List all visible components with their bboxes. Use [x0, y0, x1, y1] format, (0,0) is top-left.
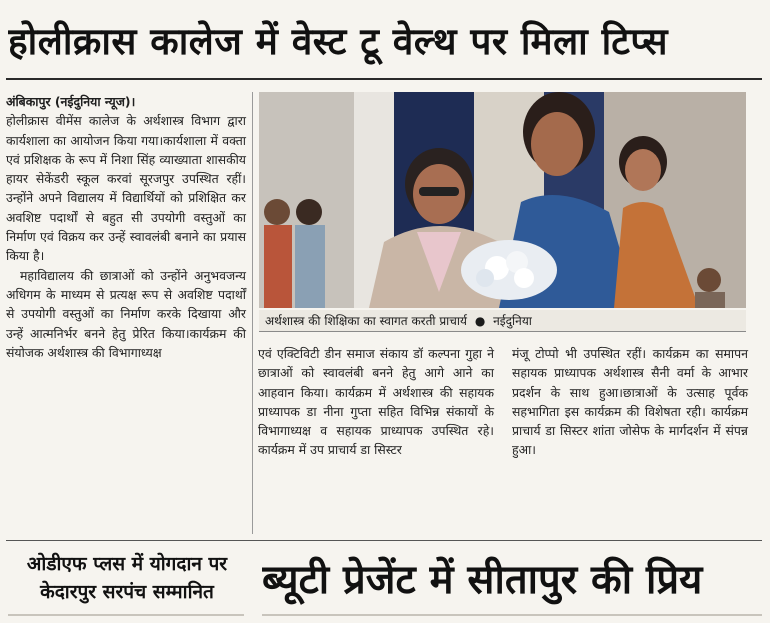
- caption-credit: नईदुनिया: [493, 314, 532, 328]
- text-stub-left: [8, 614, 244, 616]
- secondary-headline-line-1: ओडीएफ प्लस में योगदान पर: [26, 553, 228, 575]
- article-column-2: एवं एक्टिविटी डीन समाज संकाय डॉ कल्पना गुहा ने छात्राओं को स्वावलंबी बनने हेतु आगे आने का आहवान किया। कार्यक्रम में अर्थशास्त्र की सहायक प्राध्यापक डा नीना गुप्ता सहित विभिन्न संकायों के विभागाध्यक्ष व सहायक प्राध्यापक उपस्थित रहे।कार्यक्रम में उप प्राचार्य डा सिस्टर: [258, 346, 494, 458]
- bullet-icon: ●: [474, 314, 486, 328]
- article-paragraph-1: [6, 92, 246, 266]
- secondary-headline-left: [8, 550, 246, 606]
- article-column-1: [6, 92, 246, 362]
- article-headline: होलीक्रास कालेज में वेस्ट टू वेल्थ पर मिला टिप्स: [8, 20, 668, 63]
- dateline: अंबिकापुर (नईदुनिया न्यूज)।: [6, 94, 136, 109]
- secondary-headline-line-2: केदारपुर सरपंच सम्मानित: [40, 581, 214, 603]
- secondary-headline-right: ब्यूटी प्रेजेंट में सीतापुर की प्रिय: [262, 557, 703, 603]
- article-column-3: मंजू टोप्पो भी उपस्थित रहीं। कार्यक्रम का समापन सहायक प्राध्यापक अर्थशास्त्र सैनी वर्मा के आभार प्रदर्शन के साथ हुआ।छात्राओं के उत्साह पूर्वक सहभागिता इस कार्यक्रम की विशेषता रही। कार्यक्रम प्राचार्य डा सिस्टर शांता जोसेफ के मार्गदर्शन में संपन्न हुआ।: [512, 346, 748, 458]
- section-rule: [6, 540, 762, 541]
- article-paragraph-2: महाविद्यालय की छात्राओं को उन्होंने अनुभवजन्य अधिगम के माध्यम से प्रत्यक्ष रूप से अवशिष्ट पदार्थों से उपयोगी वस्तुओं का निर्माण करके दिखाया और उन्हें आत्मनिर्भर बनने हेतु प्रेरित किया।कार्यक्रम की संयोजक अर्थशास्त्र की विभागाध्यक्ष: [6, 267, 246, 360]
- column-divider: [252, 92, 253, 534]
- photo-caption: [259, 310, 746, 332]
- col1-text-1: होलीक्रास वीमेंस कालेज के अर्थशास्त्र विभाग द्वारा कार्यशाला का आयोजन किया गया।कार्यशाला में वक्ता एवं प्रशिक्षक के रूप में निशा सिंह व्याख्याता शासकीय हायर सेकेंडरी स्कूल करवां सूरजपुर उपस्थित रहीं।उन्होंने अपने विद्यालय में विद्यार्थियों को प्रशिक्षित कर अवशिष्ट पदार्थों से बहुत सी उपयोगी वस्तुओं का निर्माण एवं विक्रय कर उन्हें स्वावलंबी बनाने का प्रयास किया है।: [6, 113, 246, 264]
- text-stub-right: [262, 614, 762, 616]
- caption-text: अर्थशास्त्र की शिक्षिका का स्वागत करती प्राचार्य: [265, 314, 467, 328]
- news-photo: [259, 92, 746, 308]
- headline-rule: [6, 78, 762, 80]
- adjacent-column-edge: [758, 92, 770, 532]
- photo-illustration: [259, 92, 746, 308]
